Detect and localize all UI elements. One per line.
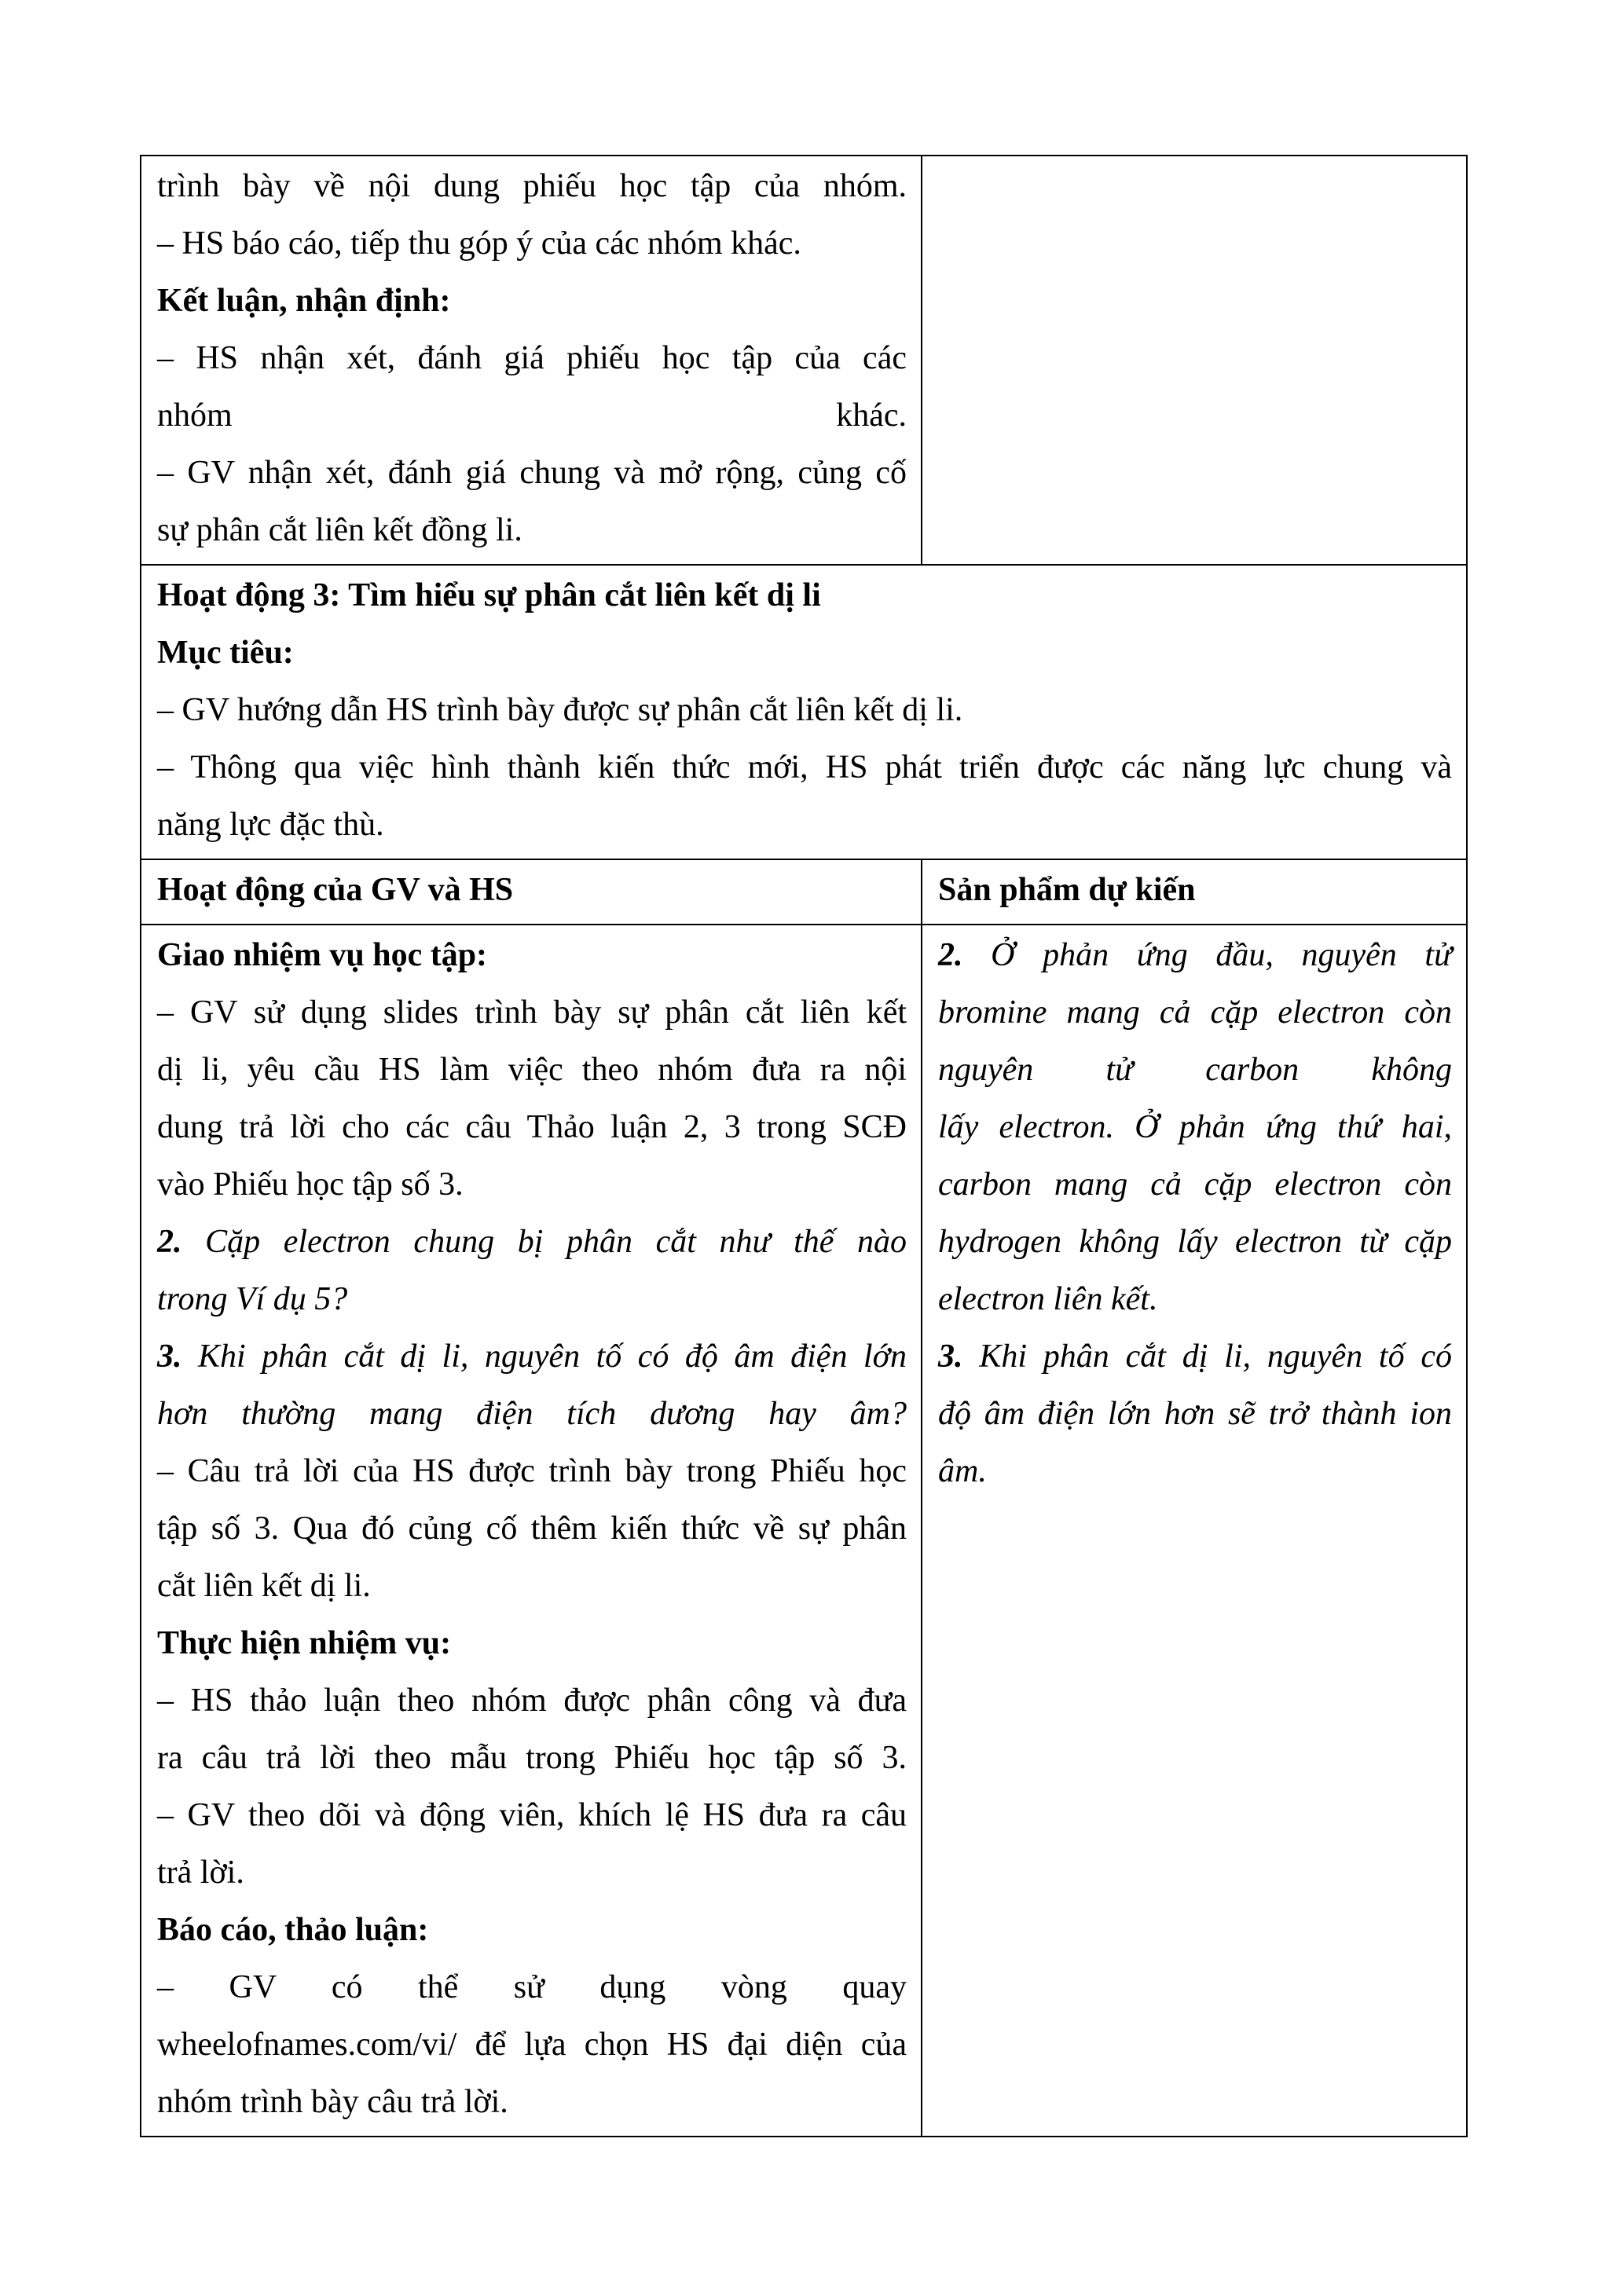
activity3-title: Hoạt động 3: Tìm hiểu sự phân cắt liên kết dị li (157, 577, 821, 613)
report-heading: Báo cáo, thảo luận: (157, 1912, 429, 1948)
perform-heading: Thực hiện nhiệm vụ: (157, 1625, 452, 1661)
continuation-row (141, 156, 1467, 565)
text-line: – GV nhận xét, đánh giá chung và mở rộng, củng cố (157, 455, 907, 491)
product-number: 2. (938, 937, 963, 973)
product-2-line (938, 927, 1452, 984)
text-line: – HS thảo luận theo nhóm được phân công và đưa (157, 1683, 907, 1719)
continuation-activities-cell (141, 156, 922, 565)
question-2-line: trong Ví dụ 5? (157, 1281, 348, 1317)
text-line: – GV theo dõi và động viên, khích lệ HS đưa ra câu (157, 1797, 907, 1833)
assign-heading: Giao nhiệm vụ học tập: (157, 937, 488, 973)
question-3-line (157, 1328, 907, 1386)
question-2-line (157, 1214, 907, 1271)
text-line: dị li, yêu cầu HS làm việc theo nhóm đưa ra nội (157, 1052, 907, 1088)
product-text: Khi phân cắt dị li, nguyên tố có (979, 1338, 1453, 1375)
objective-line: – GV hướng dẫn HS trình bày được sự phân cắt liên kết dị li. (157, 692, 963, 728)
product-2-line: carbon mang cả cặp electron còn (938, 1166, 1452, 1203)
conclusion-heading: Kết luận, nhận định: (157, 283, 451, 319)
text-word: nhóm (157, 397, 233, 434)
text-line: – Câu trả lời của HS được trình bày trong Phiếu học (157, 1453, 907, 1489)
text-line: trình bày về nội dung phiếu học tập của nhóm. (157, 168, 907, 204)
product-2-line: hydrogen không lấy electron từ cặp (938, 1224, 1452, 1260)
text-line: vào Phiếu học tập số 3. (157, 1166, 464, 1203)
question-3-line: hơn thường mang điện tích dương hay âm? (157, 1396, 907, 1432)
text-line: sự phân cắt liên kết đồng li. (157, 512, 522, 548)
text-line: – GV có thể sử dụng vòng quay (157, 1969, 907, 2005)
objective-line: năng lực đặc thù. (157, 807, 384, 843)
text-line: – HS nhận xét, đánh giá phiếu học tập của các (157, 340, 907, 376)
activity3-cell (141, 565, 1467, 859)
activity3-row (141, 565, 1467, 859)
product-2-line: lấy electron. Ở phản ứng thứ hai, (938, 1109, 1452, 1145)
activities-cell (141, 925, 922, 2137)
lesson-plan-table (140, 155, 1468, 2137)
question-number: 3. (157, 1338, 182, 1375)
question-text: Khi phân cắt dị li, nguyên tố có độ âm điện lớn (197, 1338, 907, 1375)
product-2-line: electron liên kết. (938, 1281, 1158, 1317)
text-line: trả lời. (157, 1855, 244, 1891)
product-3-line: độ âm điện lớn hơn sẽ trở thành ion (938, 1396, 1452, 1432)
product-3-line: âm. (938, 1453, 987, 1489)
header-row (141, 859, 1467, 925)
product-3-line (938, 1328, 1452, 1386)
product-2-line: bromine mang cả cặp electron còn (938, 994, 1452, 1031)
text-line: dung trả lời cho các câu Thảo luận 2, 3 trong SCĐ (157, 1109, 907, 1145)
text-line: cắt liên kết dị li. (157, 1568, 371, 1604)
objective-line: – Thông qua việc hình thành kiến thức mới, HS phát triển được các năng lực chung và (157, 749, 1452, 785)
text-line (157, 387, 907, 445)
question-number: 2. (157, 1224, 182, 1260)
objective-heading: Mục tiêu: (157, 635, 294, 671)
content-row (141, 925, 1467, 2137)
question-text: Cặp electron chung bị phân cắt như thế nào (205, 1224, 907, 1260)
continuation-empty-cell (922, 156, 1467, 565)
text-line: – HS báo cáo, tiếp thu góp ý của các nhóm khác. (157, 225, 801, 262)
product-number: 3. (938, 1338, 963, 1375)
text-line: wheelofnames.com/vi/ để lựa chọn HS đại diện của (157, 2027, 907, 2063)
text-word: khác. (836, 397, 907, 434)
product-2-line: nguyên tử carbon không (938, 1052, 1452, 1088)
header-products: Sản phẩm dự kiến (922, 859, 1467, 925)
text-line: nhóm trình bày câu trả lời. (157, 2084, 508, 2120)
product-text: Ở phản ứng đầu, nguyên tử (991, 937, 1452, 973)
text-line: ra câu trả lời theo mẫu trong Phiếu học tập số 3. (157, 1740, 907, 1776)
text-line: tập số 3. Qua đó củng cố thêm kiến thức về sự phân (157, 1511, 907, 1547)
header-activities: Hoạt động của GV và HS (141, 859, 922, 925)
products-cell (922, 925, 1467, 2137)
text-line: – GV sử dụng slides trình bày sự phân cắt liên kết (157, 994, 907, 1031)
